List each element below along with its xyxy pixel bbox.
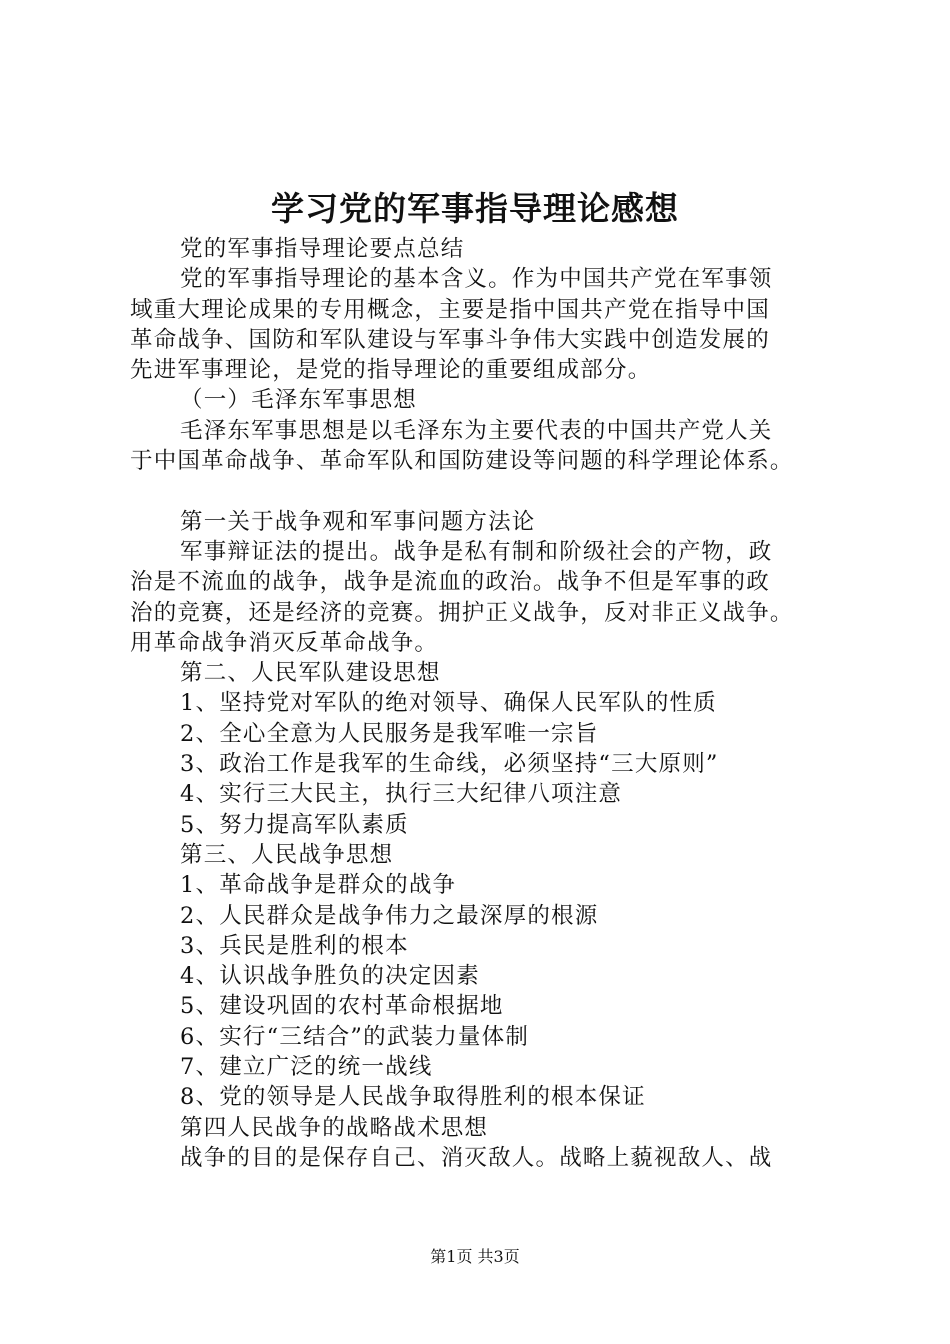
paragraph-line: 先进军事理论，是党的指导理论的重要组成部分。 xyxy=(130,357,652,384)
paragraph-line: 2、人民群众是战争伟力之最深厚的根源 xyxy=(180,902,599,929)
paragraph-line: 1、革命战争是群众的战争 xyxy=(180,872,457,899)
paragraph-line: 治的竞赛，还是经济的竞赛。拥护正义战争，反对非正义战争。 xyxy=(130,599,794,626)
paragraph-line: 治是不流血的战争，战争是流血的政治。战争不但是军事的政 xyxy=(130,569,770,596)
paragraph-line: 域重大理论成果的专用概念，主要是指中国共产党在指导中国 xyxy=(130,296,770,323)
paragraph-line: 第二、人民军队建设思想 xyxy=(180,660,441,687)
paragraph-line: 1、坚持党对军队的绝对领导、确保人民军队的性质 xyxy=(180,690,717,717)
paragraph-line: 3、政治工作是我军的生命线，必须坚持“三大原则” xyxy=(180,751,719,778)
paragraph-line: 4、实行三大民主，执行三大纪律八项注意 xyxy=(180,781,623,808)
paragraph-line: 于中国革命战争、革命军队和国防建设等问题的科学理论体系。 xyxy=(130,448,794,475)
paragraph-line: 革命战争、国防和军队建设与军事斗争伟大实践中创造发展的 xyxy=(130,326,770,353)
paragraph-line: 6、实行“三结合”的武装力量体制 xyxy=(180,1023,530,1050)
paragraph-line: 用革命战争消灭反革命战争。 xyxy=(130,629,439,656)
paragraph-line: 3、兵民是胜利的根本 xyxy=(180,932,409,959)
paragraph-line: 第三、人民战争思想 xyxy=(180,841,394,868)
paragraph-line: 7、建立广泛的统一战线 xyxy=(180,1054,433,1081)
paragraph-line: （一）毛泽东军事思想 xyxy=(180,387,418,414)
paragraph-line: 毛泽东军事思想是以毛泽东为主要代表的中国共产党人关 xyxy=(180,417,773,444)
paragraph-line: 军事辩证法的提出。战争是私有制和阶级社会的产物，政 xyxy=(180,538,773,565)
document-title: 学习党的军事指导理论感想 xyxy=(271,189,679,228)
blank-line xyxy=(130,476,855,506)
paragraph-line: 5、努力提高军队素质 xyxy=(180,811,409,838)
paragraph-line: 8、党的领导是人民战争取得胜利的根本保证 xyxy=(180,1084,646,1111)
paragraph-line: 第四人民战争的战略战术思想 xyxy=(180,1114,489,1141)
paragraph-line: 战争的目的是保存自己、消灭敌人。战略上藐视敌人、战 xyxy=(180,1144,773,1171)
paragraph-line: 党的军事指导理论的基本含义。作为中国共产党在军事领 xyxy=(180,266,773,293)
paragraph-line: 5、建设巩固的农村革命根据地 xyxy=(180,993,504,1020)
paragraph-line: 4、认识战争胜负的决定因素 xyxy=(180,963,480,990)
document-body xyxy=(130,234,855,1173)
paragraph-line: 第一关于战争观和军事问题方法论 xyxy=(180,508,536,535)
paragraph-line: 2、全心全意为人民服务是我军唯一宗旨 xyxy=(180,720,599,747)
paragraph-line: 党的军事指导理论要点总结 xyxy=(180,236,465,262)
page-footer: 第1页 共3页 xyxy=(430,1247,520,1266)
